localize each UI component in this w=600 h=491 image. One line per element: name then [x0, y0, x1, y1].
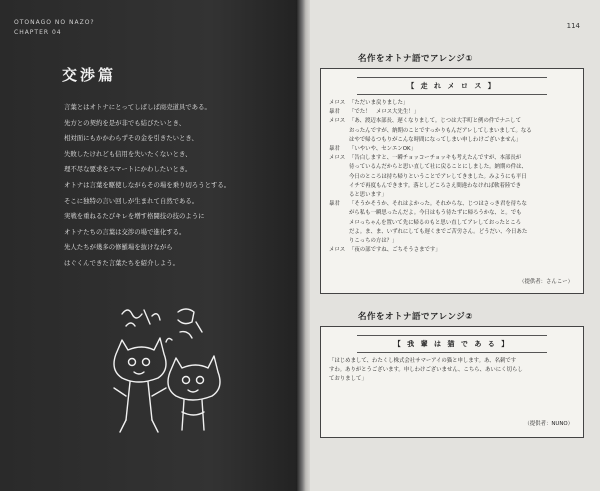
intro-line: そこに独特の言い回しが生まれて自然である。: [64, 196, 199, 205]
story-title: 【 走 れ メ ロ ス 】: [357, 77, 547, 95]
right-page: [310, 0, 600, 491]
dialogue-line: [329, 237, 577, 246]
line-text: すわ。ありがとうございます。申しわけございません、こちら、あいにく切らし: [329, 367, 523, 374]
line-text: 「はじめまして、わたくし株式会社サマーアイの猫と申します。あ、名刺です: [329, 358, 517, 364]
running-head-line: CHAPTER 04: [14, 29, 62, 36]
speaker: [329, 237, 349, 246]
contributor-credit: （提供者：NUNO）: [524, 421, 573, 427]
intro-line: オトナは言葉を駆使しながらその場を乗り切ろうとする。: [64, 180, 231, 189]
dialogue-line: [329, 228, 577, 237]
intro-line: オトナたちの言葉は交渉の場で進化する。: [64, 227, 186, 236]
dialogue-line: [329, 99, 577, 108]
running-head: [14, 18, 95, 38]
dialogue-line: [329, 200, 577, 209]
dialogue-line: [329, 191, 577, 200]
speaker: 暴君: [329, 201, 340, 208]
line-text: 今日のところは持ち帰りということでアレしてきました。みようにも平日: [349, 173, 527, 180]
dialogue-line: [329, 136, 577, 145]
speaker: [329, 127, 349, 136]
intro-line: 実戦を重ねるたびキレを増す格闘技の技のように: [64, 212, 205, 221]
speaker: [329, 173, 349, 182]
speaker: メロス: [329, 100, 346, 106]
intro-line: 先方との契約を是が非でも結びたいとき、: [64, 118, 186, 127]
dialogue: [329, 99, 577, 255]
line-text: 「あ、渡辺本部長、遅くなりまして。じつは大手町と例の件でナニして: [349, 118, 521, 125]
speaker: 暴君: [329, 146, 340, 153]
speaker: [329, 182, 349, 191]
story-text: [329, 357, 577, 385]
section-title: 交渉篇: [62, 66, 117, 84]
speaker: [329, 163, 349, 172]
story-box: [320, 68, 584, 294]
cartoon-characters-illustration: [108, 292, 228, 442]
line-text: がら私も一瞬思ったんだよ。今日はもう待たずに帰ろうかな、と。でも: [349, 210, 522, 217]
section-heading: 名作をオトナ語でアレンジ①: [358, 54, 473, 64]
story-line: [329, 375, 577, 384]
page-gutter: [296, 0, 310, 491]
line-text: だよ。ま、ま、いずれにしても遅くまでご苦労さん。どうだい、今日あた: [349, 228, 528, 235]
dialogue-line: [329, 127, 577, 136]
line-text: 待っているんだからと思い直して社に戻ることにしました。納期の件は、: [349, 164, 527, 171]
dialogue-line: [329, 173, 577, 182]
intro-line: 失敗したけれども信用を失いたくないとき、: [64, 149, 192, 158]
dialogue-line: [329, 145, 577, 154]
line-text: 「そうかそうか、それはよかった。それからな、じつはさっき君を待ちな: [349, 201, 527, 208]
speaker: [329, 219, 349, 228]
dialogue-line: [329, 182, 577, 191]
speaker: 暴君: [329, 109, 340, 116]
dialogue-line: [329, 209, 577, 218]
line-text: ると思います」: [349, 192, 387, 199]
line-text: 「いやいや、センエンOK」: [349, 146, 416, 153]
line-text: はやで帰るつもりがこんな時間になってしまい申しわけございません」: [349, 136, 522, 143]
story-line: [329, 366, 577, 375]
dialogue-line: [329, 219, 577, 228]
speaker: [329, 136, 349, 145]
speaker: メロス: [329, 155, 346, 162]
dialogue-line: [329, 163, 577, 172]
dialogue-line: [329, 117, 577, 126]
intro-line: はぐくんできた言葉たちを紹介しよう。: [64, 258, 180, 267]
running-head-line: OTONAGO NO NAZO?: [14, 19, 95, 26]
speaker: メロス: [329, 247, 346, 254]
intro-line: 先人たちが幾多の修羅場を抜けながら: [64, 243, 173, 252]
line-text: ておりまして」: [329, 376, 367, 383]
intro-line: 理不尽な要求をスマートにかわしたいとき。: [64, 165, 192, 174]
story-line: [329, 357, 577, 366]
speaker: [329, 191, 349, 200]
contributor-credit: （提供者：さんこー）: [519, 279, 573, 285]
line-text: イチで再度もんできます。落としどころさえ間違わなければ軟着陸でき: [349, 182, 522, 189]
intro-line: 相対面にもかかわらずその金を引きたいとき、: [64, 134, 198, 143]
section-heading: 名作をオトナ語でアレンジ②: [358, 312, 473, 322]
dialogue-line: [329, 246, 577, 255]
line-text: 「でた！ メロス大先生！」: [349, 109, 420, 116]
story-title: 【 我 輩 は 猫 で あ る 】: [357, 335, 547, 353]
page-number: 114: [566, 22, 580, 30]
line-text: おったんですが、納期のことですっかりもんだアレしてしまいまして。なる: [349, 127, 532, 134]
line-text: 「告白しますと、一瞬チョッコーチョッキも考えたんですが、本部長が: [349, 155, 522, 162]
intro-line: 言葉とはオトナにとってしばしば商売道具である。: [64, 103, 211, 111]
speaker: メロス: [329, 118, 346, 125]
speaker: [329, 228, 349, 237]
line-text: りこっちの方は？」: [349, 238, 398, 245]
dialogue-line: [329, 108, 577, 117]
line-text: メロっちゃんを置いて先に帰るのもと思い直してアレしておったところ: [349, 219, 522, 226]
story-box: [320, 326, 584, 438]
line-text: 「ただいま戻りました」: [349, 100, 409, 106]
line-text: 「夜の部ですね、ごちそうさまです」: [349, 247, 441, 254]
speaker: [329, 209, 349, 218]
dialogue-line: [329, 154, 577, 163]
intro-paragraph: [64, 100, 294, 272]
